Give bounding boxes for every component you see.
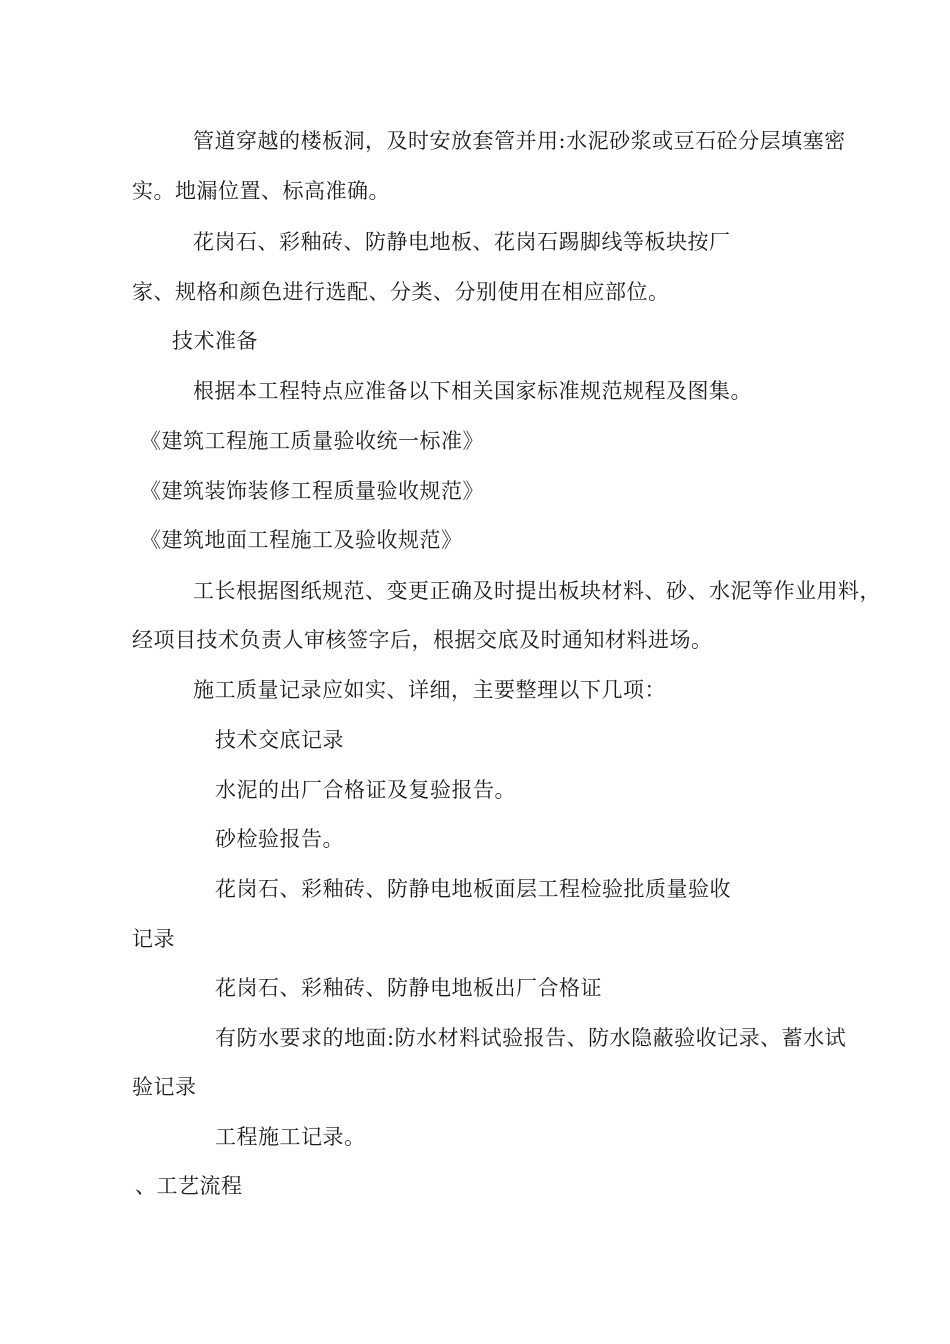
list-item-continuation: 验记录 (132, 1075, 197, 1099)
list-item: 花岗石、彩釉砖、防静电地板面层工程检验批质量验收 (215, 877, 731, 901)
list-item-continuation: 记录 (132, 927, 175, 951)
list-item: 工程施工记录。 (215, 1125, 366, 1149)
list-item: 水泥的出厂合格证及复验报告。 (215, 778, 516, 802)
paragraph-line: 管道穿越的楼板洞，及时安放套管并用:水泥砂浆或豆石砼分层填塞密 (193, 129, 846, 153)
paragraph-line: 施工质量记录应如实、详细，主要整理以下几项： (193, 678, 666, 702)
paragraph-line: 工长根据图纸规范、变更正确及时提出板块材料、砂、水泥等作业用料， (193, 579, 881, 603)
paragraph-line: 根据本工程特点应准备以下相关国家标准规范规程及图集。 (193, 379, 752, 403)
list-item: 有防水要求的地面:防水材料试验报告、防水隐蔽验收记录、蓄水试 (215, 1026, 847, 1050)
list-item: 砂检验报告。 (215, 827, 344, 851)
list-item: 花岗石、彩釉砖、防静电地板出厂合格证 (215, 976, 602, 1000)
section-heading: 技术准备 (172, 329, 258, 353)
paragraph-line: 花岗石、彩釉砖、防静电地板、花岗石踢脚线等板块按厂 (193, 230, 731, 254)
standard-title: 《建筑装饰装修工程质量验收规范》 (140, 479, 484, 503)
paragraph-line: 家、规格和颜色进行选配、分类、分别使用在相应部位。 (132, 280, 670, 304)
standard-title: 《建筑工程施工质量验收统一标准》 (140, 429, 484, 453)
list-item: 技术交底记录 (215, 728, 344, 752)
standard-title: 《建筑地面工程施工及验收规范》 (140, 528, 463, 552)
section-heading: 、工艺流程 (135, 1174, 243, 1198)
paragraph-line: 经项目技术负责人审核签字后，根据交底及时通知材料进场。 (132, 628, 713, 652)
paragraph-line: 实。地漏位置、标高准确。 (132, 179, 390, 203)
